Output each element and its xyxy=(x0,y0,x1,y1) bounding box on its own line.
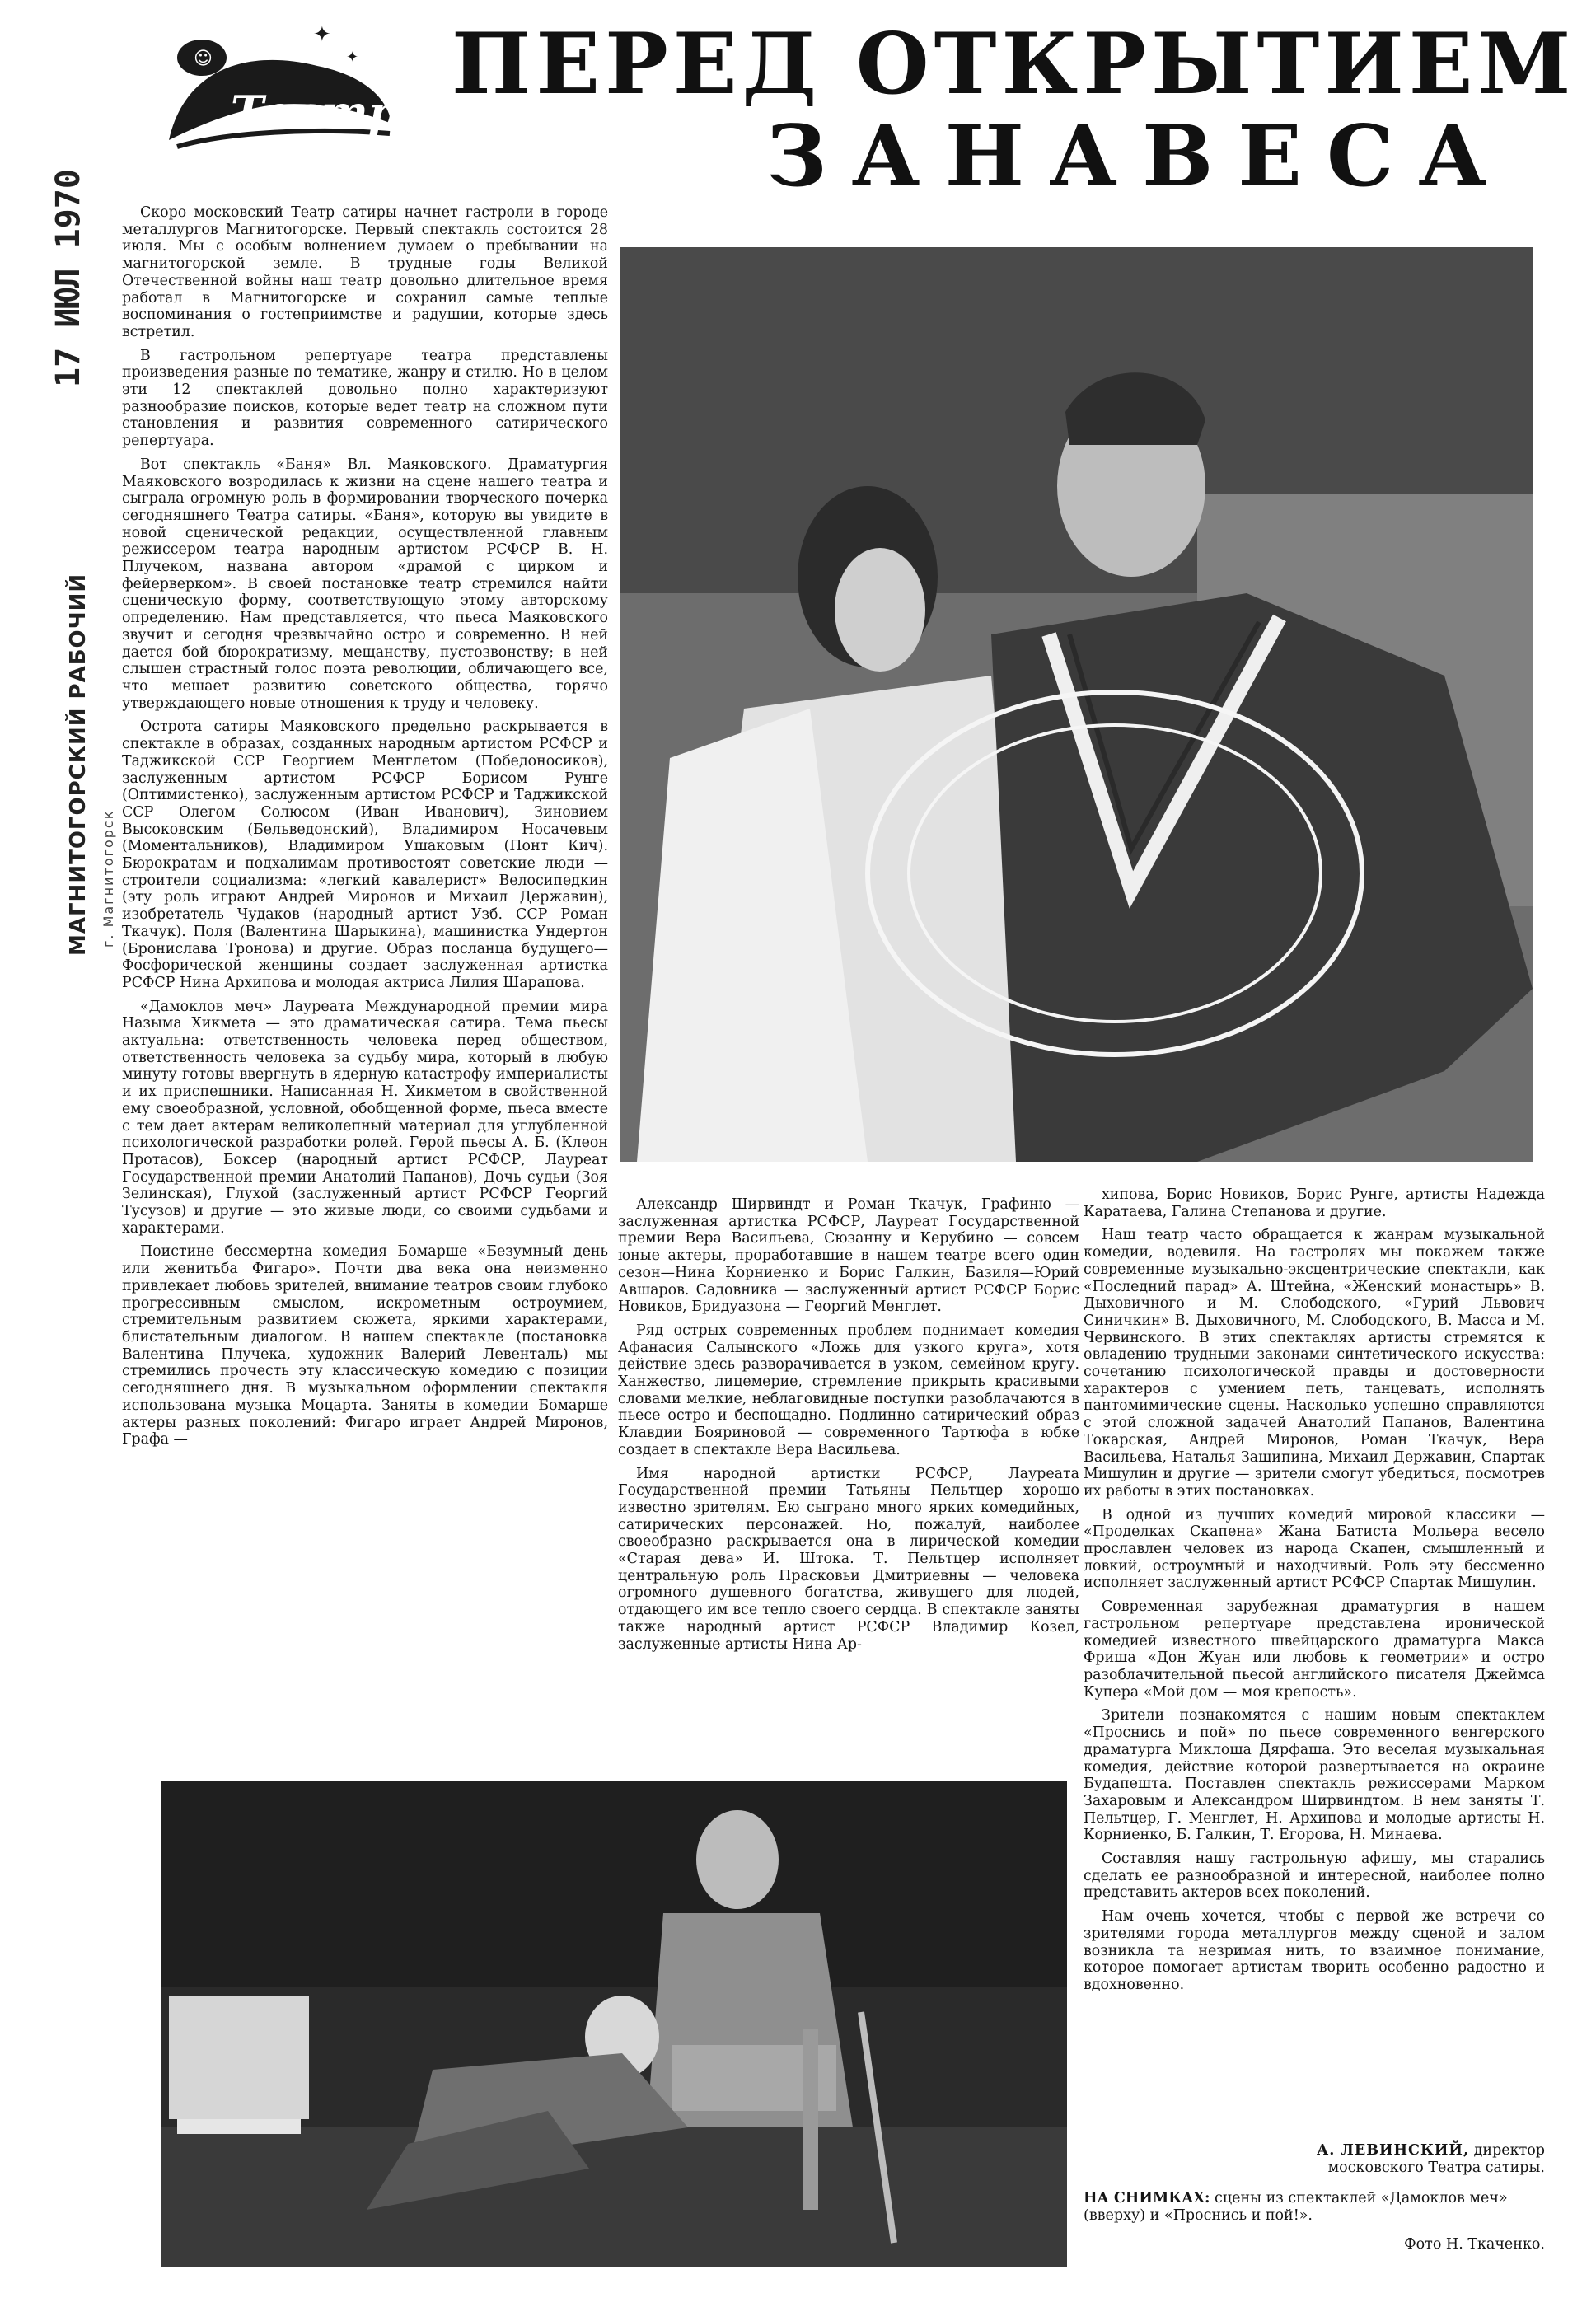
svg-text:✦: ✦ xyxy=(346,49,359,66)
headline-line-1: ПЕРЕД ОТКРЫТИЕМ xyxy=(452,15,1576,114)
stamp-date: 17 ИЮЛ 1970 xyxy=(49,169,87,387)
caption-text: сцены из спектаклей «Дамоклов меч» (вверху) и «Проснись и пой!». xyxy=(1084,2190,1508,2224)
newspaper-stamp xyxy=(8,140,116,964)
paragraph: Ряд острых современных проблем поднимает комедия Афанасия Салынского «Ложь для узкого круга», хотя действие здесь разворачивается в узком, семейном кругу. Ханжество, лицемерие, стремление прикрыть красивыми словами мелкие, неблаговидные поступки разоблачаются в пьесе остро и беспощадно. Подлинно сатирический образ Клавдии Бояриновой — современного Тартюфа в юбке создает в спектакле Вера Васильева. xyxy=(618,1322,1079,1458)
paragraph: Скоро московский Театр сатиры начнет гастроли в городе металлургов Магнитогорске. Первый спектакль состоится 28 июля. Мы с особым волнением думаем о пребывании на магнитогорской земле. В трудные годы Великой Отечественной войны наш театр довольно длительное время работал в Магнитогорске и сохранил самые теплые воспоминания о гостеприимстве и радушии, которые здесь встретил. xyxy=(122,204,608,340)
logo-text: Театр xyxy=(231,86,400,138)
author-organization: московского Театра сатиры. xyxy=(1327,2160,1545,2176)
paragraph: В гастрольном репертуаре театра представлены произведения разные по тематике, жанру и стилю. Но в целом эти 12 спектаклей довольно полно характеризуют разнообразие поисков, которые ведет театр на сложном пути становления и развития современного сатирического репертуара. xyxy=(122,347,608,450)
paragraph: Поистине бессмертна комедия Бомарше «Безумный день или женитьба Фигаро». Почти два века она неизменно привлекает любовь зрителей, внимание театров своим глубоко прогрессивным смыслом, искрометным остроумием, стремительным развитием сюжета, яркими характерами, блистательным диалогом. В нашем спектакле (постановка Валентина Плучека, художник Валерий Левенталь) мы стремились прочесть эту классическую комедию с позиции сегодняшнего дня. В музыкальном оформлении спектакля использована музыка Моцарта. Заняты в комедии Бомарше актеры разных поколений: Фигаро играет Андрей Миронов, Графа — xyxy=(122,1243,608,1448)
svg-text:☺: ☺ xyxy=(194,49,213,69)
author-name: А. ЛЕВИНСКИЙ, xyxy=(1316,2142,1470,2159)
photo-wake-up-and-sing xyxy=(161,1781,1067,2267)
theatre-logo xyxy=(152,16,400,181)
photo-credit: Фото Н. Ткаченко. xyxy=(1404,2236,1545,2253)
paragraph: Зрители познакомятся с нашим новым спектаклем «Проснись и пой» по пьесе современного венгерского драматурга Миклоша Дярфаша. Это веселая музыкальная комедия, действие которой развертывается на окраине Будапешта. Поставлен спектакль режиссерами Марком Захаровым и Александром Ширвиндтом. В нем заняты Т. Пельтцер, Г. Менглет, Н. Архипова и молодые артисты Н. Корниенко, Б. Галкин, Т. Егорова, Н. Минаева. xyxy=(1084,1707,1545,1844)
svg-text:✦: ✦ xyxy=(313,22,331,47)
stamp-newspaper-name: МАГНИТОГОРСКИЙ РАБОЧИЙ xyxy=(66,573,91,956)
paragraph: Современная зарубежная драматургия в нашем гастрольном репертуаре представлена иронической комедией известного швейцарского драматурга Макса Фриша «Дон Жуан или любовь к геометрии» и остро разоблачительной пьесой английского писателя Джеймса Купера «Мой дом — моя крепость». xyxy=(1084,1598,1545,1701)
paragraph: Александр Ширвиндт и Роман Ткачук, Графиню — заслуженная артистка РСФСР, Лауреат Государственной премии Вера Васильева, Сюзанну и Керубино — совсем юные актеры, проработавшие в нашем театре всего один сезон—Нина Корниенко и Борис Галкин, Базиля—Юрий Авшаров. Садовника — заслуженный артист РСФСР Борис Новиков, Бридуазона — Георгий Менглет. xyxy=(618,1196,1079,1316)
article-column-1 xyxy=(122,204,608,1749)
paragraph: Острота сатиры Маяковского предельно раскрывается в спектакле в образах, созданных народным артистом РСФСР и Таджикской ССР Георгием Менглетом (Победоносиков), заслуженным артистом РСФСР Борисом Рунге (Оптимистенко), заслуженным артистом РСФСР и Таджикской ССР Олегом Солюсом (Иван Иванович), Зиновием Высоковским (Бельведонский), Владимиром Носачевым (Моментальников), Владимиром Ушаковым (Понт Кич). Бюрократам и подхалимам противостоят советские люди — строители социализма: «легкий кавалерист» Велосипедкин (эту роль играют Андрей Миронов и Михаил Державин), изобретатель Чудаков (народный артист Узб. ССР Роман Ткачук). Поля (Валентина Шарыкина), машинистка Ундертон (Бронислава Тронова) и другие. Образ посланца будущего—Фосфорической женщины создает заслуженная артистка РСФСР Нина Архипова и молодая актриса Лилия Шарапова. xyxy=(122,718,608,991)
photo-damocles-sword xyxy=(620,247,1533,1162)
paragraph: «Дамоклов меч» Лауреата Международной премии мира Назыма Хикмета — это драматическая сатира. Тема пьесы актуальна: ответственность человека перед обществом, ответственность человека за судьбу мира, который в любую минуту готовы ввергнуть в ядерную катастрофу империалисты и их приспешники. Написанная Н. Хикметом в свойственной ему своеобразной, условной, обобщенной форме, пьеса вместе с тем дает актерам великолепный материал для углубленной психологической разработки ролей. Герой пьесы А. Б. (Клеон Протасов), Боксер (народный артист РСФСР, Лауреат Государственной премии Анатолий Папанов), Дочь судьи (Зоя Зелинская), Глухой (заслуженный артист РСФСР Георгий Тусузов) и другие — это живые люди, со своими судьбами и характерами. xyxy=(122,998,608,1237)
paragraph: хипова, Борис Новиков, Борис Рунге, артисты Надежда Каратаева, Галина Степанова и другие. xyxy=(1084,1186,1545,1220)
photo-caption xyxy=(1084,2190,1545,2225)
paragraph: Нам очень хочется, чтобы с первой же встречи со зрителями города металлургов между сценой и залом возникла та незримая нить, то взаимное понимание, которое помогает артистам творить особенно радостно и вдохновенно. xyxy=(1084,1908,1545,1993)
article-column-3 xyxy=(1084,1186,1545,2204)
paragraph: Имя народной артистки РСФСР, Лауреата Государственной премии Татьяны Пельтцер хорошо известно зрителям. Ею сыграно много ярких комедийных, сатирических персонажей. Но, пожалуй, наиболее своеобразно раскрывается она в лирической комедии «Старая дева» И. Штока. Т. Пельтцер исполняет центральную роль Прасковьи Дмитриевны — человека огромного душевного богатства, живущего для людей, отдающего им все тепло своего сердца. В спектакле заняты также народный артист РСФСР Владимир Козел, заслуженные артисты Нина Ар- xyxy=(618,1465,1079,1653)
paragraph: Наш театр часто обращается к жанрам музыкальной комедии, водевиля. На гастролях мы покажем также современные музыкально-эксцентрические спектакли, как «Последний парад» А. Штейна, «Женский монастырь» В. Дыховичного и М. Слободского, «Гурий Львович Синичкин» В. Дыховичного, М. Слободского, В. Масса и М. Червинского. В этих спектаклях артисты стремятся к овладению трудными законами синтетического искусства: сочетанию психологической правды и достоверности характеров с умением петь, танцевать, исполнять пантомимические сцены. Насколько успешно справляются с этой сложной задачей Анатолий Папанов, Валентина Токарская, Андрей Миронов, Роман Ткачук, Вера Васильева, Наталья Защипина, Михаил Державин, Спартак Мишулин и другие — зрители смогут убедиться, посмотрев их работы в этих постановках. xyxy=(1084,1227,1545,1500)
article-column-2 xyxy=(618,1196,1079,1790)
headline-line-2: ЗАНАВЕСА xyxy=(766,107,1512,206)
paragraph: В одной из лучших комедий мировой классики — «Проделках Скапена» Жана Батиста Мольера весело прославлен человек из народа Скапен, смышленный и ловкий, остроумный и находчивый. Роль эту бессменно исполняет заслуженный артист РСФСР Спартак Мишулин. xyxy=(1084,1506,1545,1592)
caption-lead: НА СНИМКАХ: xyxy=(1084,2190,1210,2206)
article-footer xyxy=(1084,2142,1545,2253)
paragraph: Вот спектакль «Баня» Вл. Маяковского. Драматургия Маяковского возродилась к жизни на сцене нашего театра и сыграла огромную роль в формировании творческого почерка сегодняшнего Театра сатиры. «Баня», которую вы увидите в новой сценической редакции, осуществленной главным режиссером театра народным артистом РСФСР В. Н. Плучеком, названа автором «драмой с цирком и фейерверком». В своей постановке театр стремился найти сценическую форму, соответствующую этому авторскому определению. Нам представляется, что пьеса Маяковского звучит и сегодня чрезвычайно остро и современно. В ней дается бой бюрократизму, мещанству, пустозвонству; в ней слышен страстный голос поэта революции, обличающего все, что мешает развитию советского общества, горячо утверждающего новые отношения к труду и человеку. xyxy=(122,456,608,712)
author-position: директор xyxy=(1473,2142,1545,2159)
stamp-city: г. Магнитогорск xyxy=(101,809,116,948)
paragraph: Составляя нашу гастрольную афишу, мы старались сделать ее разнообразной и интересной, наиболее полно представить актеров всех поколений. xyxy=(1084,1851,1545,1902)
